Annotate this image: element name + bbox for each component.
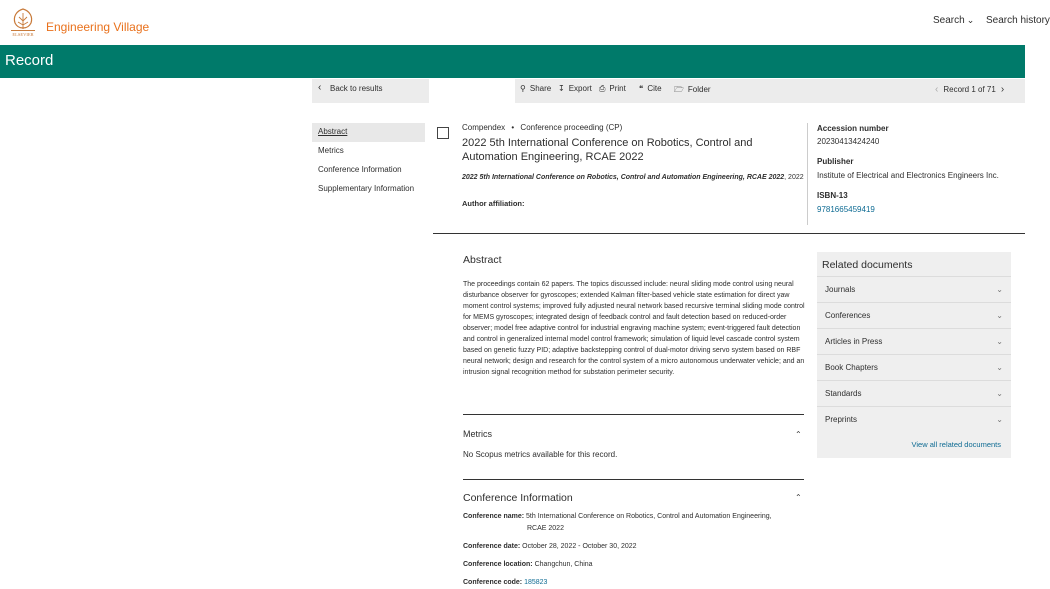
chevron-down-icon: ⌄	[966, 15, 975, 25]
quote-icon: ❝	[639, 84, 644, 93]
author-affiliation-label: Author affiliation:	[462, 199, 525, 208]
share-button[interactable]	[520, 84, 551, 93]
conference-heading: Conference Information	[463, 492, 573, 504]
conference-code-row	[463, 579, 547, 586]
record-toolbar	[515, 79, 1025, 103]
related-item-label: Book Chapters	[825, 363, 878, 372]
isbn-link[interactable]: 9781665459419	[817, 205, 875, 214]
elsevier-logo[interactable]	[8, 5, 38, 37]
chevron-down-icon: ⌄	[996, 363, 1003, 372]
metrics-heading: Metrics	[463, 429, 492, 439]
related-item-articles-in-press[interactable]	[817, 328, 1011, 354]
related-item-journals[interactable]	[817, 276, 1011, 302]
sidenav-item-conference-information[interactable]: Conference Information	[318, 165, 402, 174]
isbn-label: ISBN-13	[817, 191, 848, 200]
related-documents-heading: Related documents	[822, 259, 913, 271]
related-item-label: Standards	[825, 389, 862, 398]
record-source	[462, 174, 802, 181]
pager-label: Record 1 of 71	[943, 85, 996, 94]
publisher-value: Institute of Electrical and Electronics Engineers Inc.	[817, 171, 999, 180]
conference-name-label: Conference name:	[463, 513, 525, 520]
chevron-down-icon: ⌄	[996, 285, 1003, 294]
sidenav-item-abstract[interactable]: Abstract	[312, 123, 425, 142]
source-year: , 2022	[784, 174, 804, 181]
record-select-checkbox[interactable]	[437, 127, 449, 139]
top-header	[0, 0, 1050, 45]
conference-code-label: Conference code:	[463, 579, 523, 586]
share-icon: ⚲	[520, 84, 526, 93]
abstract-heading: Abstract	[463, 254, 502, 266]
abstract-text: The proceedings contain 62 papers. The topics discussed include: neural sliding mode control using neural disturbance observer for gyroscopes; extended Kalman filter-based vehicle state estimation for direct yaw moment control systems; improved fully adjusted neural network based recursive terminal sliding mode control for MEMS gyroscopes; integrated design of feedback control and fault detection based on reduced-order observer; model free adaptive control for industrial engraving machine system; event-triggered fault detection and control in generalized internal model control framework; simulation of liquid level cascade control system based on genetic fuzzy PID; adaptive backstepping control of dual-motor driving servo system based on RBF neural network; design and research for the control system of a micro autonomous underwater vehicle; and an intrusion signal recognition method for substation perimeter security.	[463, 281, 805, 376]
sidenav-item-supplementary-information[interactable]: Supplementary Information	[318, 184, 415, 193]
cite-label: Cite	[647, 84, 662, 93]
conference-location-value: Changchun, China	[534, 561, 593, 568]
publisher-label: Publisher	[817, 157, 854, 166]
conference-date-value: October 28, 2022 - October 30, 2022	[522, 543, 637, 550]
export-label: Export	[568, 84, 592, 93]
conference-name-row	[463, 513, 772, 520]
accession-value: 20230413424240	[817, 137, 880, 146]
cite-button[interactable]	[639, 84, 662, 93]
doc-type-label: Conference proceeding (CP)	[520, 123, 623, 132]
chevron-down-icon: ⌄	[996, 311, 1003, 320]
related-item-conferences[interactable]	[817, 302, 1011, 328]
conference-date-row	[463, 543, 637, 550]
print-button[interactable]	[599, 84, 626, 94]
folder-icon: 🗁	[674, 85, 684, 94]
related-item-standards[interactable]	[817, 380, 1011, 406]
meta-separator: •	[511, 123, 515, 132]
share-label: Share	[529, 84, 552, 93]
record-pager	[935, 84, 1004, 95]
next-record-icon[interactable]: ›	[1000, 84, 1005, 95]
conference-name-value-cont: RCAE 2022	[527, 525, 564, 532]
related-item-label: Conferences	[825, 311, 871, 320]
related-item-label: Preprints	[825, 415, 858, 424]
chevron-left-icon: ‹	[318, 82, 322, 93]
conference-name-value: 5th International Conference on Robotics, Control and Automation Engineering,	[526, 513, 772, 520]
conference-location-label: Conference location:	[463, 561, 533, 568]
search-menu-label: Search	[933, 15, 965, 26]
related-item-preprints[interactable]	[817, 406, 1011, 432]
print-icon: ⎙	[599, 84, 606, 93]
folder-button[interactable]	[674, 84, 711, 98]
metrics-collapse-icon[interactable]: ⌃	[795, 430, 802, 439]
related-item-label: Articles in Press	[825, 337, 883, 346]
chevron-down-icon: ⌄	[996, 337, 1003, 346]
export-icon: ↧	[558, 84, 565, 93]
record-bar	[0, 45, 1025, 78]
conference-divider	[463, 479, 804, 480]
sidenav-item-metrics[interactable]: Metrics	[318, 146, 344, 155]
export-button[interactable]	[558, 84, 592, 93]
previous-record-icon[interactable]: ‹	[935, 84, 939, 95]
search-menu[interactable]	[933, 15, 974, 26]
chevron-down-icon: ⌄	[996, 415, 1003, 424]
conference-collapse-icon[interactable]: ⌃	[795, 493, 802, 502]
chevron-down-icon: ⌄	[996, 389, 1003, 398]
metrics-divider	[463, 414, 804, 415]
header-divider	[433, 233, 1025, 234]
database-label: Compendex	[462, 123, 506, 132]
logo-text: ELSEVIER	[12, 32, 34, 37]
accession-label: Accession number	[817, 124, 889, 133]
conference-code-link[interactable]: 185823	[524, 579, 548, 586]
brand-name[interactable]: Engineering Village	[46, 20, 150, 34]
folder-label: Folder	[687, 85, 711, 94]
related-documents-panel	[817, 252, 1011, 458]
view-all-related-link[interactable]: View all related documents	[911, 440, 1001, 449]
record-meta	[462, 123, 622, 132]
related-item-book-chapters[interactable]	[817, 354, 1011, 380]
conference-date-label: Conference date:	[463, 543, 521, 550]
record-title: 2022 5th International Conference on Robotics, Control and Automation Engineering, RCAE 2022	[462, 137, 753, 163]
source-title: 2022 5th International Conference on Robotics, Control and Automation Engineering, RCAE 2022	[462, 174, 785, 181]
page-title: Record	[5, 52, 54, 69]
search-history-link[interactable]: Search history	[986, 15, 1050, 26]
info-divider	[807, 123, 808, 225]
metrics-text: No Scopus metrics available for this record.	[463, 450, 618, 459]
back-label: Back to results	[330, 84, 383, 93]
print-label: Print	[609, 84, 626, 93]
conference-location-row	[463, 561, 593, 568]
record-sidenav	[312, 123, 425, 199]
back-to-results-button[interactable]	[312, 79, 429, 103]
related-item-label: Journals	[825, 285, 856, 294]
